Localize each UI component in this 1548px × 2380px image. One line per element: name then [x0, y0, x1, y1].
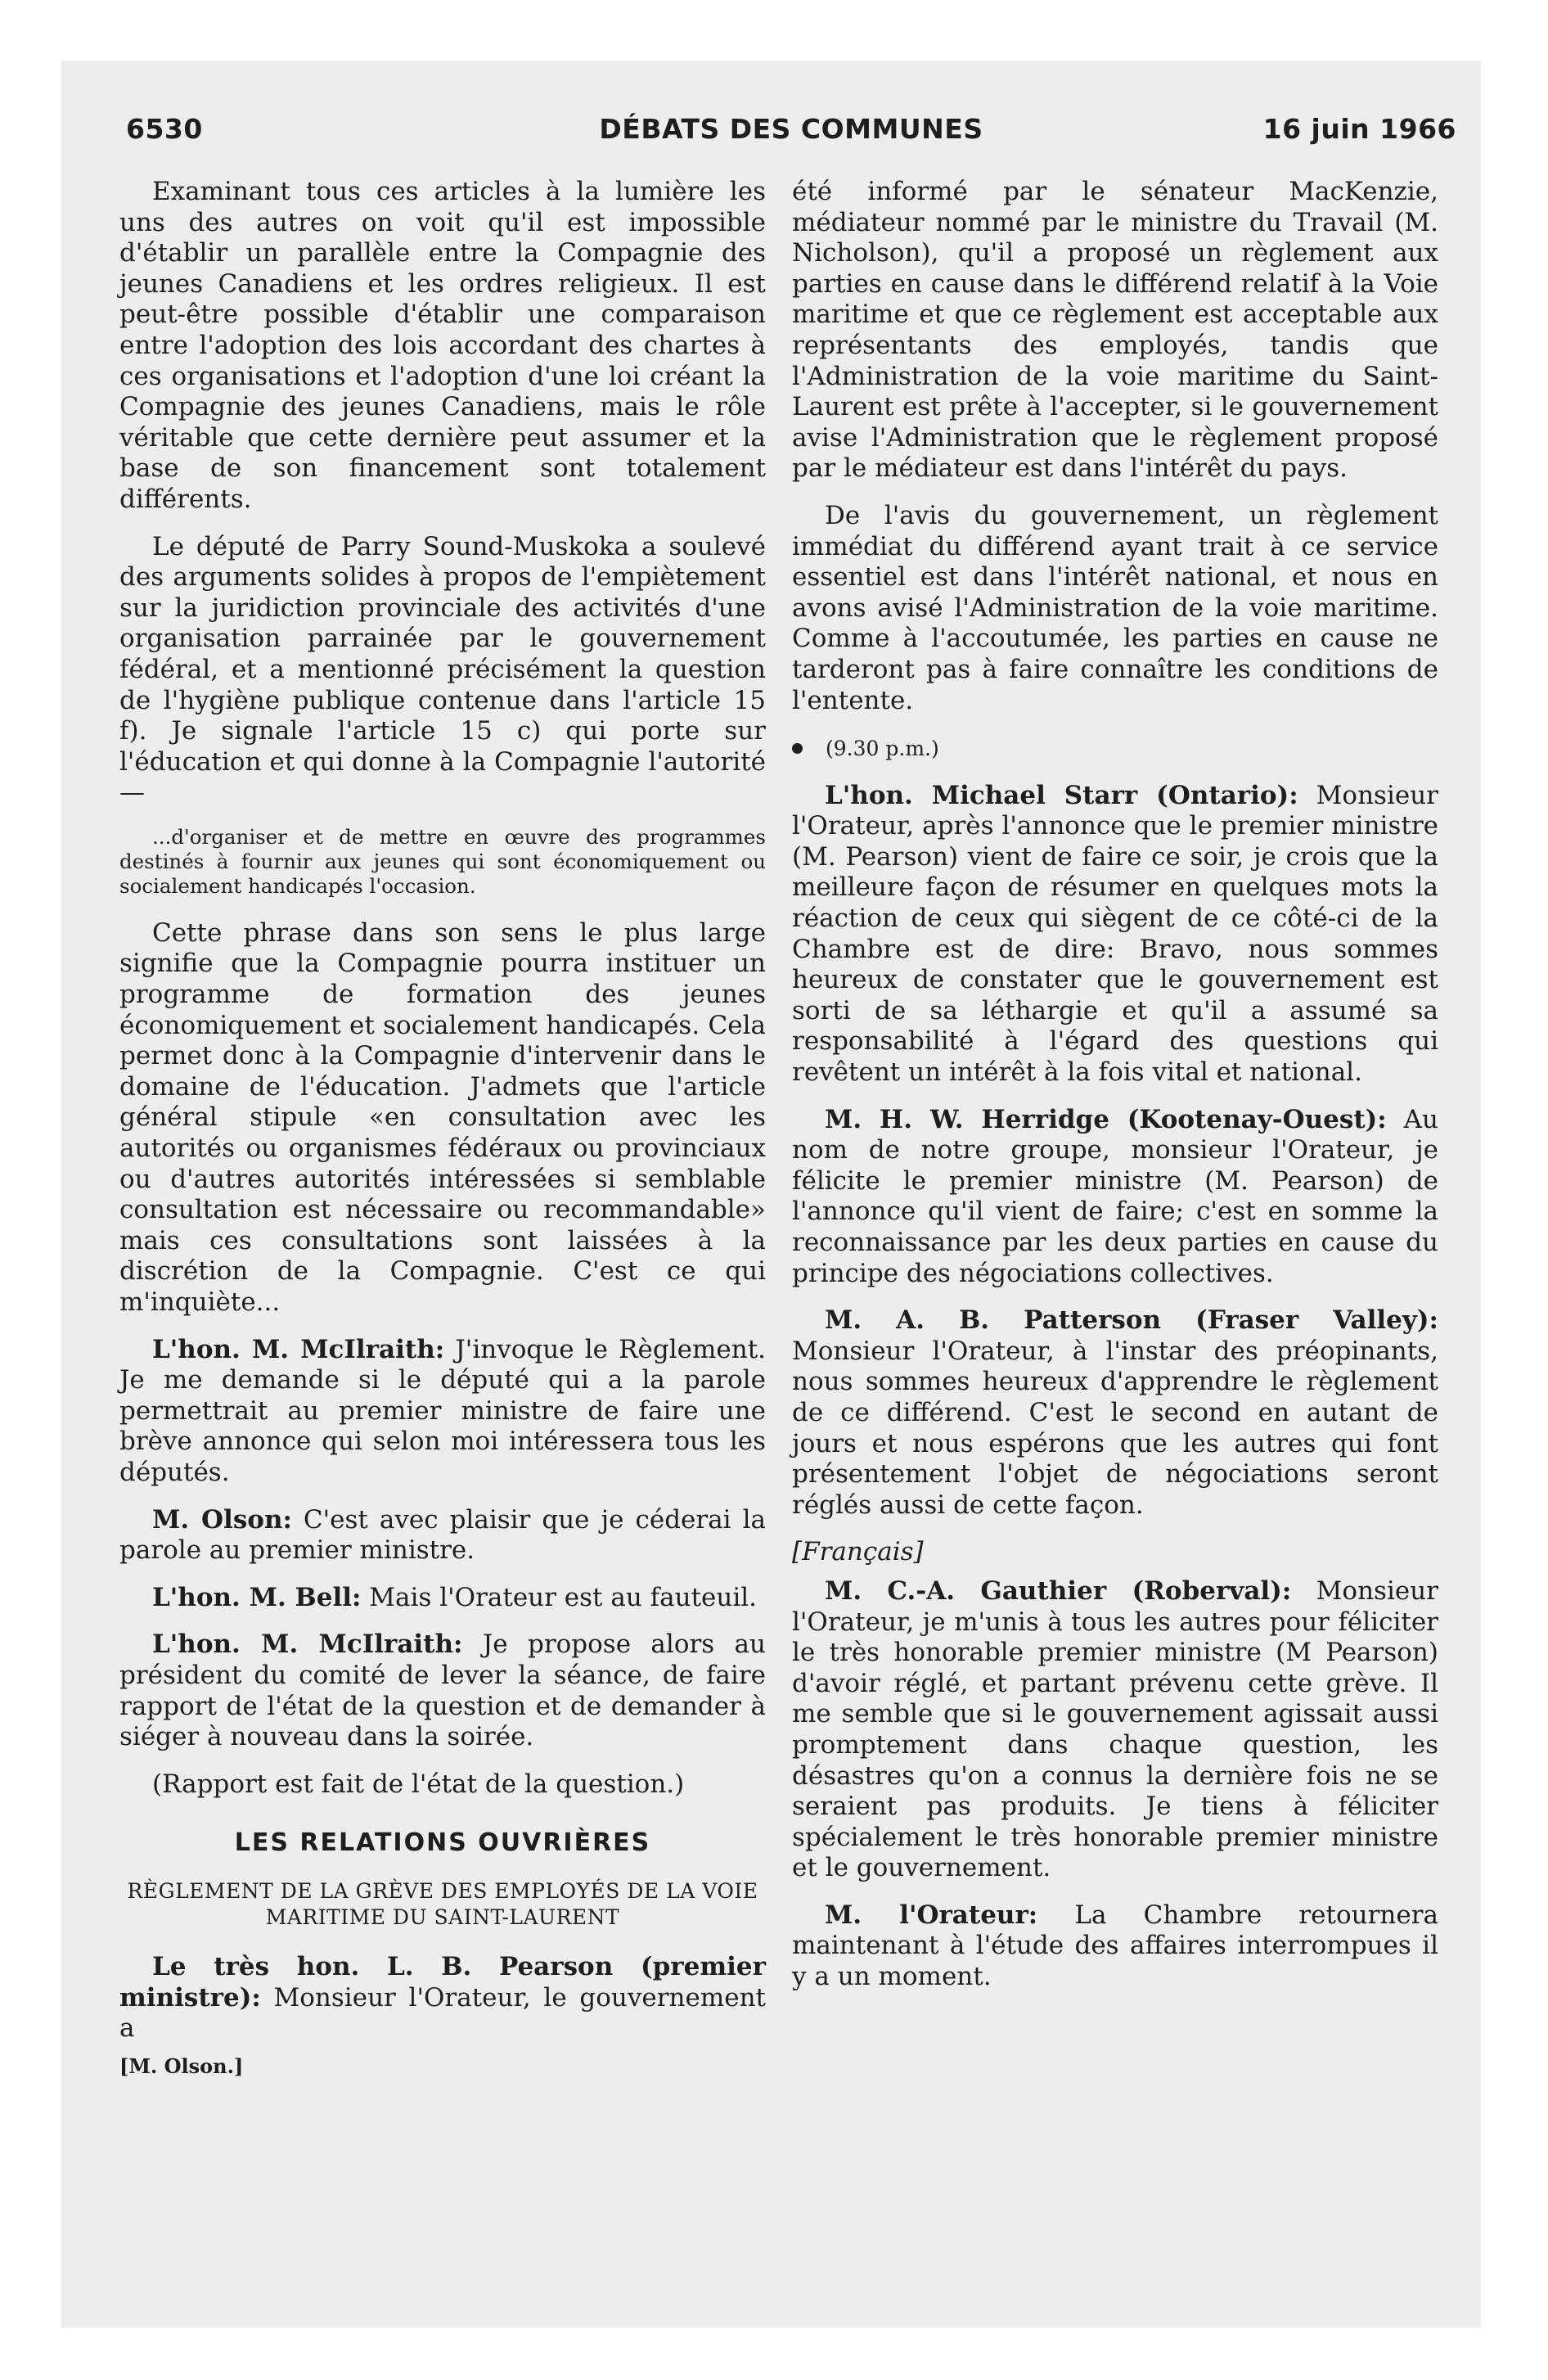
speaker-name: M. Olson: [152, 1504, 292, 1535]
left-column [119, 177, 766, 2081]
speaker-name: M. C.-A. Gauthier (Roberval): [825, 1575, 1292, 1606]
speaker-name: L'hon. M. Bell: [152, 1582, 362, 1612]
paragraph: Cette phrase dans son sens le plus large signifie que la Compagnie pourra instituer un programme de formation des jeunes économiquement et socialement handicapés. Cela permet donc à la Compagnie d'intervenir dans le domaine de l'éducation. J'admets que l'article général stipule «en consultation avec les autorités ou organismes fédéraux ou provinciaux ou d'autres autorités intéressées si semblable consultation est nécessaire ou recommandable» mais ces consultations sont laissées à la discrétion de la Compagnie. C'est ce qui m'inquiète... [119, 917, 766, 1317]
speaker-name: L'hon. M. McIlraith: [152, 1334, 445, 1364]
speech-text: Mais l'Orateur est au fauteuil. [361, 1582, 758, 1612]
procedural-note: (Rapport est fait de l'état de la question.) [152, 1769, 685, 1799]
speech [792, 1576, 1438, 1884]
speech [119, 1335, 766, 1489]
paragraph: De l'avis du gouvernement, un règlement immédiat du différend ayant trait à ce service essentiel est dans l'intérêt national, et nous en avons avisé l'Administration de la voie maritime. Comme à l'accoutumée, les parties en cause ne tarderont pas à faire connaître les conditions de l'entente. [792, 500, 1438, 715]
speaker-name: M. H. W. Herridge (Kootenay-Ouest): [825, 1104, 1387, 1134]
speech [792, 781, 1438, 1089]
speech-text: Monsieur l'Orateur, le gouvernement a [119, 1982, 766, 2044]
speech [792, 1305, 1438, 1521]
page-header [126, 113, 1456, 162]
page-title: DÉBATS DES COMMUNES [599, 113, 983, 145]
member-reference: [M. Olson.] [119, 2053, 244, 2078]
language-tag: [Français] [792, 1537, 924, 1567]
speech [119, 1583, 766, 1614]
section-subheading: RÈGLEMENT DE LA GRÈVE DES EMPLOYÉS DE LA VOIE MARITIME DU SAINT-LAURENT [127, 1878, 758, 1929]
speech [792, 1105, 1438, 1290]
section-heading: LES RELATIONS OUVRIÈRES [234, 1828, 651, 1858]
speaker-name: L'hon. M. McIlraith: [152, 1629, 463, 1660]
time-text: (9.30 p.m.) [826, 737, 939, 761]
speaker-name: M. l'Orateur: [825, 1900, 1038, 1930]
paragraph: Examinant tous ces articles à la lumière les uns des autres on voit qu'il est impossible d'établir un parallèle entre la Compagnie des jeunes Canadiens et les ordres religieux. Il est peut-être possible d'établir une comparaison entre l'adoption des lois accordant des chartes à ces organisations et l'adoption d'une loi créant la Compagnie des jeunes Canadiens, mais le rôle véritable que cette dernière peut assumer et la base de son financement sont totalement différents. [119, 177, 766, 514]
speech-text: Monsieur l'Orateur, à l'instar des préopinants, nous sommes heureux d'apprendre le règlement de ce différend. C'est le second en autant de jours et nous espérons que les autres qui font présentement l'objet de négociations seront réglés aussi de cette façon. [792, 1336, 1438, 1520]
speech-text: Monsieur l'Orateur, après l'annonce que le premier ministre (M. Pearson) vient de faire ce soir, je crois que la meilleure façon de résumer en quelques mots la réaction de ceux qui siègent de ce côté-ci de la Chambre est de dire: Bravo, nous sommes heureux de constater que le gouvernement est sorti de sa léthargie et qu'il a assumé sa responsabilité à l'égard des questions qui revêtent un intérêt à la fois vital et national. [792, 780, 1438, 1088]
speech [119, 1505, 766, 1566]
speaker-name: L'hon. Michael Starr (Ontario): [825, 780, 1298, 810]
bullet-icon [792, 743, 803, 754]
speech-text: Je propose alors au président du comité de lever la séance, de faire rapport de l'état de la question et de demander à siéger à nouveau dans la soirée. [119, 1629, 767, 1752]
time-stamp [792, 732, 1438, 764]
page-date: 16 juin 1966 [1262, 113, 1456, 145]
speech-text: J'invoque le Règlement. Je me demande si le député qui a la parole permettrait au premier ministre de faire une brève annonce qui selon moi intéressera tous les députés. [119, 1334, 767, 1487]
speech-text: Monsieur l'Orateur, je m'unis à tous les autres pour féliciter le très honorable premier ministre (M Pearson) d'avoir réglé, et partant prévenu cette grève. Il me semble que si le gouvernement agissait aussi promptement dans chaque question, les désastres qu'on a connus la dernière fois ne se seraient pas produits. Je tiens à féliciter spécialement le très honorable premier ministre et le gouvernement. [792, 1575, 1438, 1883]
paragraph: Le député de Parry Sound-Muskoka a soulevé des arguments solides à propos de l'empiètement sur la juridiction provinciale des activités d'une organisation parrainée par le gouvernement fédéral, et a mentionné précisément la question de l'hygiène publique contenue dans l'article 15 f). Je signale l'article 15 c) qui porte sur l'éducation et qui donne à la Compagnie l'autorité— [119, 531, 766, 808]
speaker-name: M. A. B. Patterson (Fraser Valley): [825, 1305, 1438, 1336]
block-quote: ...d'organiser et de mettre en œuvre des programmes destinés à fournir aux jeunes qui sont économiquement ou socialement handicapés l'occasion. [119, 824, 766, 898]
page-number: 6530 [126, 113, 203, 145]
paragraph: été informé par le sénateur MacKenzie, médiateur nommé par le ministre du Travail (M. Nicholson), qu'il a proposé un règlement aux parties en cause dans le différend relatif à la Voie maritime et que ce règlement est acceptable aux représentants des employés, tandis que l'Administration de la voie maritime du Saint-Laurent est prête à l'accepter, si le gouvernement avise l'Administration que le règlement proposé par le médiateur est dans l'intérêt du pays. [792, 177, 1438, 484]
speech [119, 1629, 766, 1752]
speech-text: La Chambre retournera maintenant à l'étude des affaires interrompues il y a un moment. [792, 1900, 1438, 1992]
speech [792, 1900, 1438, 1993]
speech-text: Au nom de notre groupe, monsieur l'Orateur, je félicite le premier ministre (M. Pearson) de l'annonce qu'il vient de faire; c'est en somme la reconnaissance par les deux parties en cause du principe des négociations collectives. [792, 1104, 1438, 1288]
speech-text: C'est avec plaisir que je céderai la parole au premier ministre. [119, 1504, 766, 1566]
speaker-name: Le très hon. L. B. Pearson (premier ministre): [119, 1951, 766, 2013]
speech [119, 1952, 766, 2044]
right-column [792, 177, 1438, 2009]
